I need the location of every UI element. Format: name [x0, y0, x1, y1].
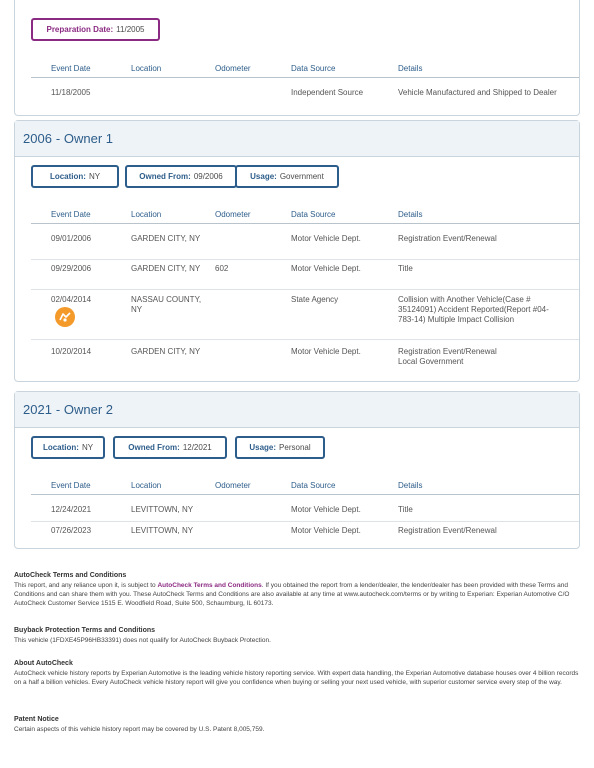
terms-text-a: This report, and any reliance upon it, is subject to — [14, 582, 158, 589]
details: Title — [398, 264, 413, 273]
terms-link[interactable]: AutoCheck Terms and Conditions — [157, 582, 262, 589]
col-location: Location — [131, 481, 162, 490]
event-location: GARDEN CITY, NY — [131, 264, 201, 273]
data-source: Motor Vehicle Dept. — [291, 234, 361, 243]
data-source: Motor Vehicle Dept. — [291, 505, 361, 514]
data-source: Motor Vehicle Dept. — [291, 264, 361, 273]
usage-value: Personal — [279, 443, 311, 452]
terms-text — [14, 581, 580, 608]
terms-heading: AutoCheck Terms and Conditions — [14, 572, 127, 579]
data-source: Motor Vehicle Dept. — [291, 347, 361, 356]
col-details: Details — [398, 64, 423, 73]
location-label: Location: — [49, 172, 86, 181]
about-heading: About AutoCheck — [14, 660, 73, 667]
event-location: NASSAU COUNTY, NY — [131, 295, 202, 314]
preparation-date-value: 11/2005 — [116, 25, 145, 34]
col-event-date: Event Date — [51, 64, 91, 73]
event-location: LEVITTOWN, NY — [131, 505, 194, 514]
preparation-date-badge — [31, 18, 160, 41]
location-label: Location: — [42, 443, 79, 452]
patent-section — [14, 715, 580, 734]
table-header — [31, 210, 579, 224]
event-date: 12/24/2021 — [51, 505, 92, 514]
col-data-source: Data Source — [291, 64, 336, 73]
owner-heading — [15, 121, 579, 157]
table-header — [31, 481, 579, 495]
owned-from-value: 12/2021 — [182, 443, 212, 452]
patent-heading: Patent Notice — [14, 716, 59, 723]
preparation-date-label: Preparation Date: — [46, 25, 114, 34]
collision-warning-icon — [55, 307, 75, 327]
terms-text-b: . If you obtained the report from a lender/dealer, the lender/dealer has been provided with these Terms and Conditions and can share them with you. These AutoCheck Terms and Conditions are also available at any time at www.autocheck.com/terms or by writing to Experian: Experian Automotive C/O AutoCheck Customer Service 1515 E. Woodfield Road, Suite 500, Schaumburg, IL 60173. — [14, 582, 570, 607]
owner-title: - Owner 1 — [55, 131, 113, 146]
usage-label: Usage: — [250, 172, 277, 181]
data-source: State Agency — [291, 295, 339, 304]
details: Title — [398, 505, 413, 514]
usage-badge — [235, 165, 339, 188]
col-event-date: Event Date — [51, 481, 91, 490]
odometer-reading: 602 — [215, 264, 229, 273]
location-badge — [31, 436, 105, 459]
details: Registration Event/Renewal Local Government — [398, 347, 497, 366]
col-data-source: Data Source — [291, 210, 336, 219]
details: Collision with Another Vehicle(Case # 35124091) Accident Reported(Report #04-783-14) Multiple Impact Collision — [398, 295, 549, 324]
event-date: 09/01/2006 — [51, 234, 92, 243]
data-source: Motor Vehicle Dept. — [291, 526, 361, 535]
table-row — [31, 88, 579, 100]
data-source: Independent Source — [291, 88, 364, 97]
event-date: 10/20/2014 — [51, 347, 92, 356]
table-row — [31, 347, 579, 373]
table-row — [31, 295, 579, 340]
event-date: 09/29/2006 — [51, 264, 92, 273]
owner-card-2006 — [14, 120, 580, 382]
col-data-source: Data Source — [291, 481, 336, 490]
col-odometer: Odometer — [215, 210, 251, 219]
col-details: Details — [398, 481, 423, 490]
owned-from-label: Owned From: — [139, 172, 191, 181]
about-text: AutoCheck vehicle history reports by Experian Automotive is the leading vehicle history reporting service. With expert data handling, the Experian Automotive database houses over 4 billion records on a half a billion vehicles. Every AutoCheck vehicle history report will give you confidence when buying or selling your next used vehicle, with superior customer service every step of the way. — [14, 670, 579, 686]
buyback-text: This vehicle (1FDXE45P96HB33391) does not qualify for AutoCheck Buyback Protection. — [14, 637, 271, 644]
col-odometer: Odometer — [215, 64, 251, 73]
event-location: LEVITTOWN, NY — [131, 526, 194, 535]
event-date: 02/04/2014 — [51, 295, 92, 304]
usage-label: Usage: — [249, 443, 277, 452]
event-location: GARDEN CITY, NY — [131, 234, 201, 243]
owned-from-value: 09/2006 — [193, 172, 223, 181]
details: Registration Event/Renewal — [398, 234, 497, 243]
event-date: 07/26/2023 — [51, 526, 92, 535]
buyback-section — [14, 626, 580, 645]
col-event-date: Event Date — [51, 210, 91, 219]
location-value: NY — [88, 172, 101, 181]
owner-card-2021 — [14, 391, 580, 549]
owner-title: - Owner 2 — [55, 402, 113, 417]
location-value: NY — [81, 443, 94, 452]
col-location: Location — [131, 210, 162, 219]
table-row — [31, 505, 579, 522]
table-row — [31, 234, 579, 260]
table-row — [31, 264, 579, 290]
usage-badge — [235, 436, 325, 459]
owner-year: 2021 — [23, 402, 52, 417]
event-date: 11/18/2005 — [51, 88, 91, 97]
owner-year: 2006 — [23, 131, 52, 146]
owner-heading — [15, 392, 579, 428]
col-odometer: Odometer — [215, 481, 251, 490]
preparation-card — [14, 0, 580, 116]
details: Vehicle Manufactured and Shipped to Dealer — [398, 88, 557, 97]
table-row — [31, 526, 579, 540]
location-badge — [31, 165, 119, 188]
col-location: Location — [131, 64, 162, 73]
usage-value: Government — [279, 172, 324, 181]
terms-section — [14, 571, 580, 608]
table-header — [31, 64, 579, 78]
buyback-heading: Buyback Protection Terms and Conditions — [14, 627, 156, 634]
patent-text: Certain aspects of this vehicle history report may be covered by U.S. Patent 8,005,759. — [14, 726, 265, 733]
event-location: GARDEN CITY, NY — [131, 347, 201, 356]
owned-from-badge — [113, 436, 227, 459]
owned-from-badge — [125, 165, 237, 188]
col-details: Details — [398, 210, 423, 219]
about-section — [14, 659, 580, 687]
owned-from-label: Owned From: — [128, 443, 180, 452]
details: Registration Event/Renewal — [398, 526, 497, 535]
